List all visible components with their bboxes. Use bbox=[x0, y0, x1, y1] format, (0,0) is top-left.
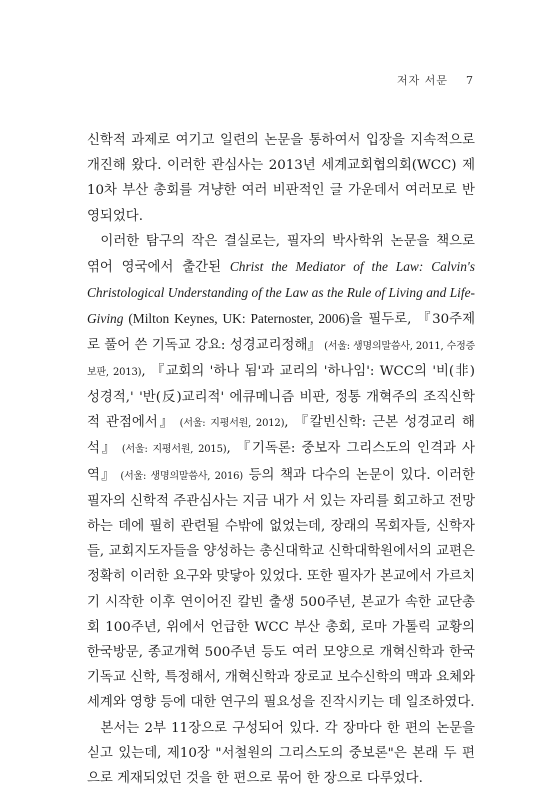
paragraph-1: 신학적 과제로 여기고 일련의 논문을 통하여서 입장을 지속적으로 개진해 왔다. 이러한 관심사는 2013년 세계교회협의회(WCC) 제10차 부산 총회를 겨냥한 여러 비판적인 글 가운데서 여러모로 반영되었다. bbox=[87, 133, 475, 224]
paragraph-2-text-f: , 『기독론: 중보자 그리스도의 인격과 사역』 bbox=[87, 441, 475, 483]
running-head bbox=[397, 72, 474, 88]
citation-3: (서울: 지평서원, 2015) bbox=[117, 444, 227, 456]
paragraph-2-text-e: , 『칼빈신학: 근본 성경교리 해석』 bbox=[87, 415, 475, 457]
citation-2: (서울: 지평서원, 2012) bbox=[174, 418, 285, 430]
publication-info-english: (Milton Keynes, UK: Paternoster, 2006) bbox=[123, 311, 350, 327]
paragraph-2-text-g: 등의 책과 다수의 논문이 있다. 이러한 필자의 신학적 주관심사는 지금 내가 서 있는 자리를 회고하고 전망하는 데에 필히 관련될 수밖에 없었는데, 장래의 목회자들, 신학자들, 교회지도자들을 양성하는 총신대학교 신학대학원에서의 교편은 정확히 이러한 요구와 맞닿아 있었다. 또한 필자가 본교에서 가르치기 시작한 이후 연이어진 칼빈 출생 500주년, 본교가 속한 교단총회 100주년, 위에서 언급한 WCC 부산 총회, 로마 가톨릭 교황의 한국방문, 종교개혁 500주년 등도 여러 모양으로 개혁신학과 한국 기독교 신학, 특정해서, 개혁신학과 장로교 보수신학의 맥과 요체와 세계와 영향 등에 대한 연구의 필요성을 진작시키는 데 일조하였다. bbox=[87, 467, 475, 711]
paragraph-2-text-b: 을 필두로, 『30주제로 풀어 쓴 기독교 강요: 성경교리정해』 bbox=[87, 312, 476, 353]
page-number: 7 bbox=[466, 74, 474, 87]
running-head-title: 저자 서문 bbox=[396, 74, 448, 87]
citation-1: (서울: 생명의말씀사, 2011, 수정증보판, 2013) bbox=[87, 340, 475, 378]
book-title-english: Christ the Mediator of the Law: Calvin's Christological Understanding of the Law as the Rule of Living and Life-Giving bbox=[87, 259, 476, 327]
paragraph-2 bbox=[87, 229, 475, 716]
paragraph-2-text-a: 이러한 탐구의 작은 결실로는, 필자의 박사학위 논문을 책으로 엮어 영국에서 출간된 bbox=[87, 233, 475, 276]
body-text bbox=[87, 128, 475, 791]
citation-4: (서울: 생명의말씀사, 2016) bbox=[116, 470, 243, 482]
paragraph-3: 본서는 2부 11장으로 구성되어 있다. 각 장마다 한 편의 논문을 싣고 있는데, 제10장 "서철원의 그리스도의 중보론"은 본래 두 편으로 게재되었던 것을 한 편으로 묶어 한 장으로 다루었다. bbox=[87, 720, 475, 787]
paragraph-2-text-d: , 『교회의 '하나 됨'과 교리의 '하나임': WCC의 '비(非)성경적,' '반(反)교리적' 에큐메니즘 비판, 정통 개혁주의 조직신학적 관점에서』 bbox=[87, 363, 476, 431]
